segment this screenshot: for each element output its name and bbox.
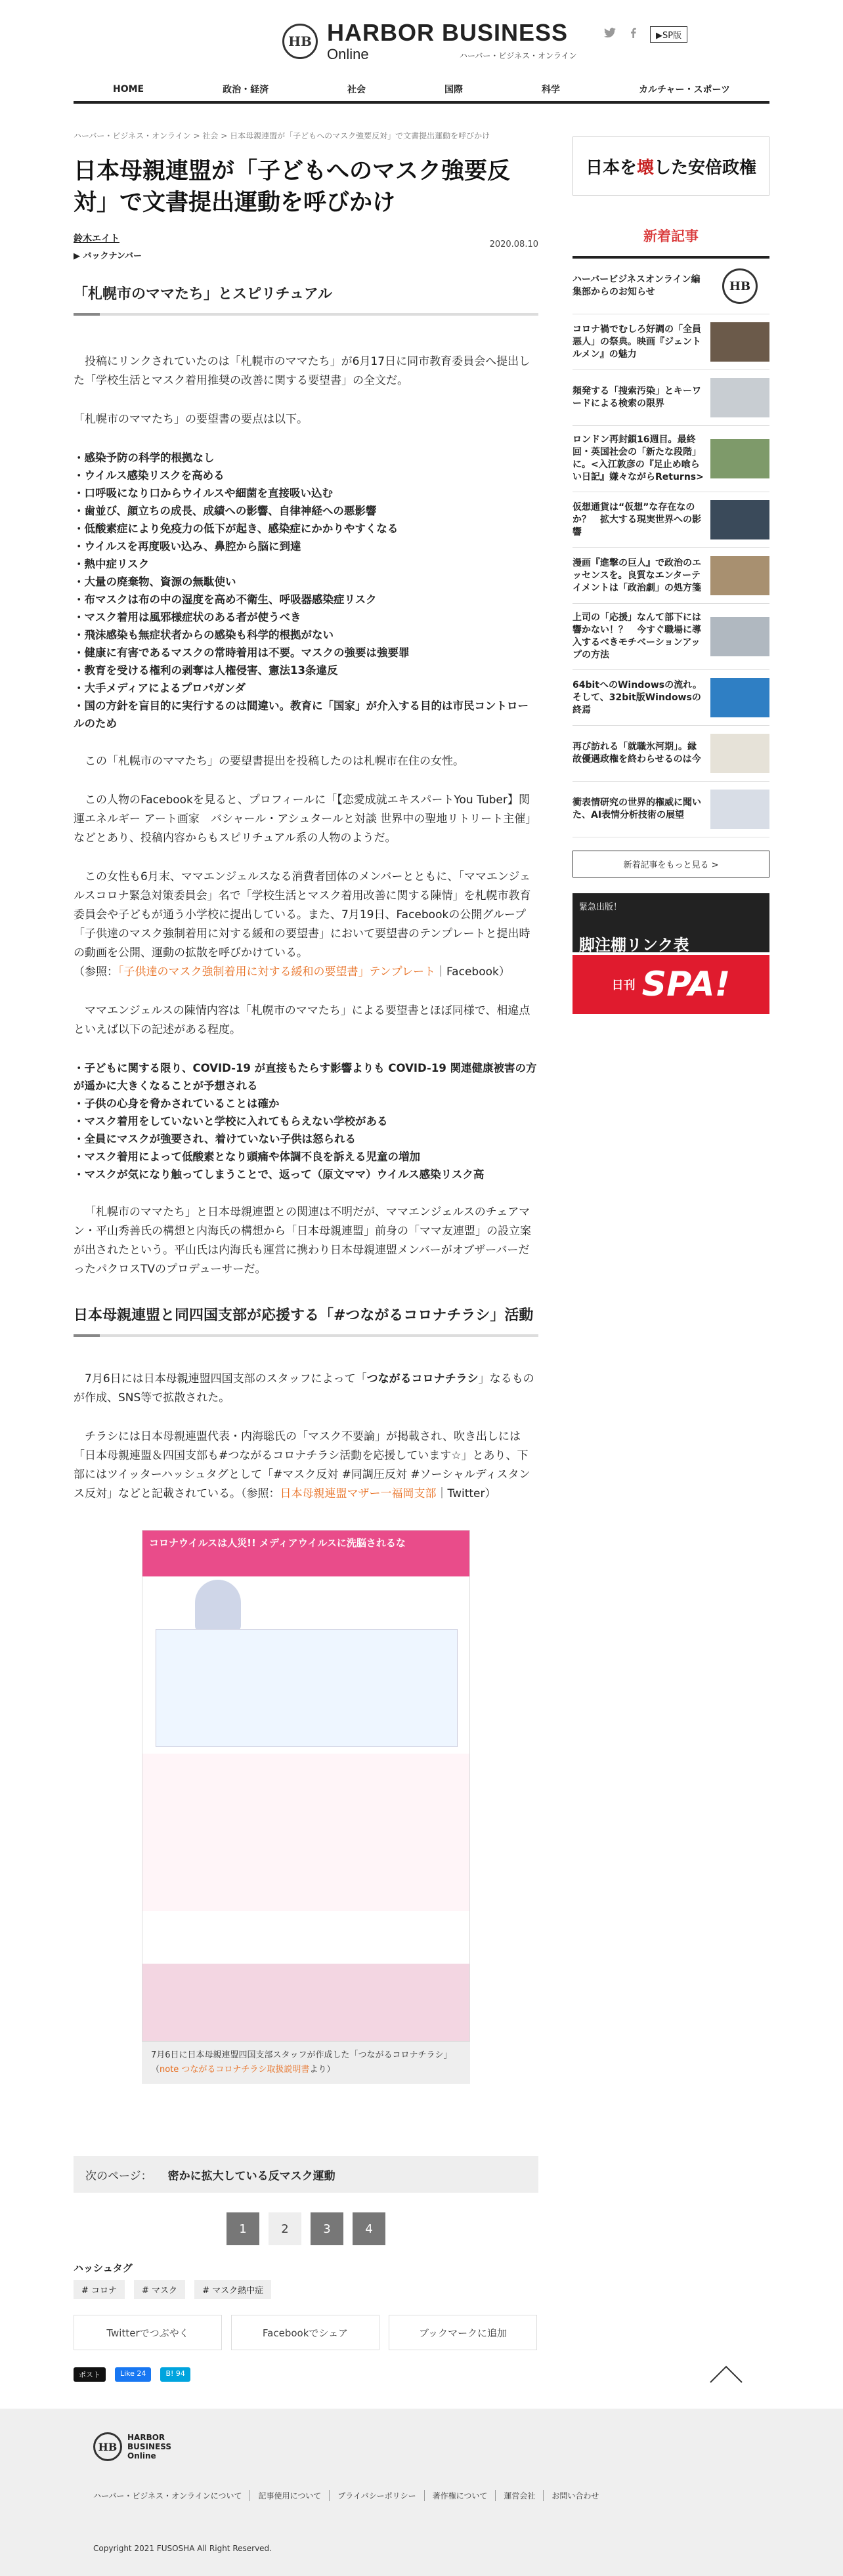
list-item: ・ 健康に有害であるマスクの常時着用は不要。マスクの強要は強要罪 bbox=[74, 644, 538, 662]
news-thumbnail bbox=[710, 266, 769, 306]
x-post-button[interactable]: ポスト bbox=[74, 2367, 106, 2382]
footer-link-copyright[interactable]: 著作権について bbox=[425, 2490, 496, 2501]
ad-link-line2: 脚注棚リンク表 bbox=[579, 936, 689, 954]
nav-culture[interactable]: カルチャー・スポーツ bbox=[638, 85, 730, 95]
list-item[interactable] bbox=[573, 670, 769, 726]
ad-book-post: した安倍政権 bbox=[654, 158, 757, 178]
logo-mark: HB bbox=[722, 268, 758, 304]
paragraph-8-pre: 7月6日には日本母親連盟四国支部のスタッフによって「 bbox=[85, 1372, 367, 1385]
page-3[interactable]: 3 bbox=[311, 2212, 343, 2245]
list-item: ・ 国の方針を盲目的に実行するのは間違い。教育に「国家」が介入する目的は市民コントロールのため bbox=[74, 697, 538, 732]
list-item: ・ 教育を受ける権利の剥奪は人権侵害、憲法13条違反 bbox=[74, 662, 538, 679]
footer-link-privacy[interactable]: プライバシーポリシー bbox=[330, 2490, 424, 2501]
ad-link-line1: 緊急出版！ bbox=[579, 902, 622, 912]
nav-society[interactable]: 社会 bbox=[347, 85, 366, 95]
ad-spa-big: SPA! bbox=[641, 965, 731, 1004]
list-item: ・ 飛沫感染も無症状者からの感染も科学的根拠がない bbox=[74, 626, 538, 644]
flyer-person-illustration bbox=[195, 1580, 241, 1632]
list-item: ・ 感染予防の科学的根拠なし bbox=[74, 449, 538, 467]
list-item[interactable] bbox=[573, 426, 769, 492]
list-item: ・ ウイルスを再度吸い込み、鼻腔から脳に到達 bbox=[74, 538, 538, 555]
flyer-image bbox=[142, 1530, 470, 2042]
logo-subtitle: ハーバー・ビジネス・オンライン bbox=[460, 51, 577, 60]
share-facebook-button[interactable]: Facebookでシェア bbox=[231, 2315, 379, 2350]
main-nav bbox=[74, 77, 769, 104]
article-title: 日本母親連盟が「子どもへのマスク強要反対」で文書提出運動を呼びかけ bbox=[74, 158, 511, 216]
footer-link-company[interactable]: 運営会社 bbox=[496, 2490, 544, 2501]
logo-line1: HARBOR BUSINESS bbox=[327, 19, 569, 46]
list-item[interactable] bbox=[573, 548, 769, 604]
ad-link-banner[interactable] bbox=[573, 893, 769, 952]
hashtag-mask-heatstroke[interactable]: # マスク熱中症 bbox=[194, 2280, 271, 2299]
news-thumbnail bbox=[710, 556, 769, 595]
paragraph-2: 「札幌市のママたち」の要望書の要点は以下。 bbox=[74, 413, 308, 426]
news-thumbnail bbox=[710, 617, 769, 656]
news-thumbnail bbox=[710, 678, 769, 717]
new-articles-list bbox=[573, 259, 769, 837]
page-2-current: 2 bbox=[269, 2212, 301, 2245]
list-item: ・ 低酸素症により免疫力の低下が起き、感染症にかかりやすくなる bbox=[74, 520, 538, 538]
ad-book-red: 壊 bbox=[636, 158, 654, 178]
ad-book-pre: 日本を bbox=[585, 158, 637, 178]
breadcrumb-category[interactable]: > 社会 bbox=[194, 131, 219, 140]
news-title: 衝表情研究の世界的権威に聞いた、AI表情分析技術の展望 bbox=[573, 797, 701, 820]
footer-links bbox=[93, 2490, 607, 2501]
list-item[interactable] bbox=[573, 782, 769, 837]
news-title: 再び訪れる「就職氷河期」。縁故優遇政権を終わらせるのは今 bbox=[573, 742, 701, 765]
list-item[interactable] bbox=[573, 314, 769, 370]
reference-suffix: ｜Facebook） bbox=[435, 965, 510, 979]
social-counters bbox=[74, 2367, 538, 2382]
list-item: ・ 歯並び、顔立ちの成長、成績への影響、自律神経への悪影響 bbox=[74, 502, 538, 520]
share-buttons bbox=[74, 2315, 538, 2350]
news-thumbnail bbox=[710, 500, 769, 539]
next-page-title: 密かに拡大している反マスク運動 bbox=[167, 2169, 335, 2183]
copyright-text: Copyright 2021 FUSOSHA All Right Reserved. bbox=[93, 2544, 272, 2553]
list-item[interactable] bbox=[573, 604, 769, 670]
petition-diff-list bbox=[74, 1059, 538, 1183]
next-page-label: 次のページ： bbox=[85, 2169, 152, 2183]
section-heading-2: 日本母親連盟と同四国支部が応援する「#つながるコロナチラシ」活動 bbox=[74, 1305, 538, 1337]
new-articles-heading: 新着記事 bbox=[573, 226, 769, 259]
list-item[interactable] bbox=[573, 259, 769, 314]
paragraph-3: この「札幌市のママたち」の要望書提出を投稿したのは札幌市在住の女性。 bbox=[85, 755, 464, 768]
figure-caption bbox=[142, 2042, 470, 2084]
backnumber-link[interactable]: ▶ バックナンバー bbox=[74, 251, 142, 261]
list-item: ・ ウイルス感染リスクを高める bbox=[74, 467, 538, 484]
ad-spa-banner[interactable] bbox=[573, 955, 769, 1014]
hashtag-heading: ハッシュタグ bbox=[74, 2262, 133, 2274]
pagination bbox=[74, 2212, 538, 2245]
news-title: 頻発する「捜索汚染」とキーワードによる検索の限界 bbox=[573, 386, 701, 409]
paragraph-4: この人物のFacebookを見ると、プロフィールに「【恋愛成就エキスパートYou Tuber】関運エネルギー アート画家 バシャール・アシュタールと対談 世界中の聖地リトリート主催」などとあり、投稿内容からもスピリチュアル系の人物のようだ。 bbox=[74, 793, 537, 845]
news-title: 漫画『進撃の巨人』で政治のエッセンスを。良質なエンターテイメントは「政治劇」の処方箋 bbox=[573, 557, 701, 593]
header-icons bbox=[603, 26, 687, 43]
list-item: ・ マスク着用によって低酸素となり頭痛や体調不良を訴える児童の増加 bbox=[74, 1148, 538, 1166]
list-item[interactable] bbox=[573, 726, 769, 782]
footer-logo-line1: HARBOR bbox=[127, 2433, 165, 2442]
list-item: ・ 子供の心身を脅かされていることは確か bbox=[74, 1095, 538, 1112]
paragraph-5-text: この女性も6月末、ママエンジェルスなる消費者団体のメンバーとともに、「ママエンジェルスコロナ緊急対策委員会」名で「学校生活とマスク着用改善に関する陳情」を札幌市教育委員会や子どもが通う小学校に提出している。また、7月19日、Facebookの公開グループ「子供達のマスク強制着用に対する緩和の要望書」において要望書のテンプレートと提出時の動画を公開、運動の拡散を呼びかけている。 bbox=[74, 870, 531, 960]
list-item: ・ マスク着用をしていないと学校に入れてもらえない学校がある bbox=[74, 1112, 538, 1130]
list-item: ・ 子どもに関する限り、COVID-19 が直接もたらす影響よりも COVID-19 関連健康被害の方が遥かに大きくなることが予想される bbox=[74, 1059, 538, 1095]
author-link[interactable]: 鈴木エイト bbox=[74, 234, 119, 244]
reference-prefix: （参照： bbox=[74, 965, 118, 979]
footer-link-usage[interactable]: 記事使用について bbox=[250, 2490, 330, 2501]
list-item[interactable] bbox=[573, 492, 769, 548]
flyer-headline: コロナウイルスは人災!! メディアウイルスに洗脳されるな bbox=[142, 1531, 469, 1576]
paragraph-9-text: チラシには日本母親連盟代表・内海聡氏の「マスク不要論」が掲載され、吹き出しには「日本母親連盟＆四国支部も#つながるコロナチラシ活動を応援しています☆」とあり、下部にはツイッターハッシュタグとして「#マスク反対 #同調圧反対 #ソーシャルディスタンス反対」などと記載されている。（参照： bbox=[74, 1430, 530, 1500]
facebook-icon[interactable] bbox=[626, 28, 641, 42]
list-item: ・ 大手メディアによるプロパガンダ bbox=[74, 679, 538, 697]
sp-version-button[interactable]: ▶SP版 bbox=[650, 26, 687, 43]
list-item: ・ 口呼吸になり口からウイルスや細菌を直接吸い込む bbox=[74, 484, 538, 502]
reference-link-twitter[interactable]: 日本母親連盟マザー一福岡支部 bbox=[280, 1487, 437, 1500]
hashtag-mask[interactable]: # マスク bbox=[134, 2280, 185, 2299]
article-meta bbox=[74, 232, 538, 278]
flyer-footer-area bbox=[142, 1964, 470, 2042]
nav-home[interactable]: HOME bbox=[112, 84, 144, 95]
news-title: コロナ禍でむしろ好調の「全員悪人」の祭典。映画『ジェントルメン』の魅力 bbox=[573, 324, 701, 360]
nav-science[interactable]: 科学 bbox=[541, 85, 560, 95]
site-footer bbox=[0, 2409, 843, 2576]
share-hatena-button[interactable]: ブックマークに追加 bbox=[389, 2315, 537, 2350]
news-thumbnail bbox=[710, 439, 769, 478]
news-thumbnail bbox=[710, 790, 769, 829]
next-page-link[interactable] bbox=[74, 2156, 538, 2193]
nav-politics[interactable]: 政治・経済 bbox=[223, 85, 269, 95]
list-item: ・ 熱中症リスク bbox=[74, 555, 538, 573]
logo-line2: Online bbox=[327, 46, 369, 62]
list-item: ・ マスク着用は風邪様症状のある者が使うべき bbox=[74, 608, 538, 626]
caption-link[interactable]: note つながるコロナチラシ取扱説明書 bbox=[160, 2065, 310, 2075]
paragraph-8-post: 」なるものが作成、SNS等で拡散された。 bbox=[74, 1372, 534, 1404]
paragraph-1: 投稿にリンクされていたのは「札幌市のママたち」が6月17日に同市教育委員会へ提出した「学校生活とマスク着用推奨の改善に関する要望書」の全文だ。 bbox=[74, 355, 530, 387]
hashtag-list bbox=[74, 2280, 538, 2299]
caption-suffix: より） bbox=[309, 2065, 335, 2075]
ad-spa-small: 日刊 bbox=[611, 979, 636, 992]
breadcrumb-current: > 日本母親連盟が「子どもへのマスク強要反対」で文書提出運動を呼びかけ bbox=[221, 131, 490, 140]
demand-list bbox=[74, 449, 538, 732]
site-header bbox=[0, 0, 843, 108]
nav-international[interactable]: 国際 bbox=[444, 85, 464, 95]
article-main bbox=[74, 130, 538, 2382]
back-to-top-icon[interactable] bbox=[708, 2356, 745, 2393]
news-title: ハーバービジネスオンライン編集部からのお知らせ bbox=[573, 274, 701, 297]
news-title: 上司の「応援」なんて部下には響かない！？ 今すぐ職場に導入するべきモチベーションアップの方法 bbox=[573, 612, 701, 660]
sidebar bbox=[573, 137, 769, 1014]
paragraph-6: ママエンジェルスの陳情内容は「札幌市のママたち」による要望書とほぼ同様で、相違点といえば以下の記述がある程度。 bbox=[74, 1004, 530, 1036]
paragraph-5 bbox=[74, 868, 538, 982]
news-title: ロンドン再封鎖16週目。最終回・英国社会の「新たな段階」に。<入江敦彦の『足止め喰らい日記』嫌々ながらReturns> bbox=[573, 434, 704, 482]
footer-link-contact[interactable]: お問い合わせ bbox=[551, 2491, 599, 2501]
caption-text: 7月6日に日本母親連盟四国支部スタッフが作成した「つながるコロナチラシ」（ bbox=[151, 2050, 452, 2075]
flyer-graph-illustration bbox=[156, 1629, 458, 1747]
article-date: 2020.08.10 bbox=[489, 240, 538, 249]
list-item[interactable] bbox=[573, 370, 769, 426]
twitter-icon[interactable] bbox=[603, 28, 617, 42]
list-item: ・ 布マスクは布の中の湿度を高め不衛生、呼吸器感染症リスク bbox=[74, 591, 538, 608]
news-thumbnail bbox=[710, 378, 769, 417]
news-thumbnail bbox=[710, 734, 769, 773]
footer-logo-line3: Online bbox=[127, 2451, 156, 2460]
page-4[interactable]: 4 bbox=[353, 2212, 385, 2245]
footer-link-about[interactable]: ハーバー・ビジネス・オンラインについて bbox=[93, 2490, 250, 2501]
paragraph-9 bbox=[74, 1427, 538, 1504]
news-title: 64bitへのWindowsの流れ。そして、32bit版Windowsの終焉 bbox=[573, 679, 702, 715]
flyer-figure bbox=[142, 1530, 470, 2084]
ad-book-banner[interactable] bbox=[573, 137, 769, 196]
facebook-like-button[interactable]: Like 24 bbox=[115, 2367, 151, 2382]
section-heading-1: 「札幌市のママたち」とスピリチュアル bbox=[74, 284, 538, 316]
paragraph-9-suffix: ｜Twitter） bbox=[436, 1487, 496, 1500]
reference-link-template[interactable]: 「子供達のマスク強制着用に対する緩和の要望書」テンプレート bbox=[118, 965, 435, 979]
paragraph-7: 「札幌市のママたち」と日本母親連盟との関連は不明だが、ママエンジェルスのチェアマン・平山秀善氏の構想と内海氏の構想から「日本母親連盟」前身の「ママ友連盟」の設立案が出されたという。平山氏は内海氏も運営に携わり日本母親連盟メンバーがオブザーバーだったパクロスTVのプロデューサーだ。 bbox=[74, 1206, 531, 1276]
news-title: 仮想通貨は“仮想”な存在なのか？ 拡大する現実世界への影響 bbox=[573, 501, 701, 538]
share-twitter-button[interactable]: Twitterでつぶやく bbox=[74, 2315, 222, 2350]
footer-logo-line2: BUSINESS bbox=[127, 2442, 171, 2451]
paragraph-8 bbox=[74, 1370, 538, 1408]
breadcrumb bbox=[74, 130, 538, 141]
list-item: ・ 全員にマスクが強要され、着けていない子供は怒られる bbox=[74, 1130, 538, 1148]
breadcrumb-home[interactable]: ハーバー・ビジネス・オンライン bbox=[74, 131, 191, 140]
list-item: ・ マスクが気になり触ってしまうことで、返って（原文ママ）ウイルス感染リスク高 bbox=[74, 1166, 538, 1183]
footer-logo-text bbox=[127, 2433, 171, 2460]
more-articles-button[interactable]: 新着記事をもっと見る > bbox=[573, 851, 769, 877]
flyer-text-area bbox=[142, 1754, 470, 1911]
hatena-count-button[interactable]: B! 94 bbox=[160, 2367, 190, 2382]
page-1[interactable]: 1 bbox=[227, 2212, 259, 2245]
news-thumbnail bbox=[710, 322, 769, 362]
hashtag-corona[interactable]: # コロナ bbox=[74, 2280, 125, 2299]
footer-logo-mark: HB bbox=[93, 2432, 122, 2461]
list-item: ・ 大量の廃棄物、資源の無駄使い bbox=[74, 573, 538, 591]
paragraph-8-bold: つながるコロナチラシ bbox=[366, 1372, 479, 1385]
logo-mark: HB bbox=[282, 24, 318, 59]
footer-logo[interactable] bbox=[93, 2432, 171, 2461]
